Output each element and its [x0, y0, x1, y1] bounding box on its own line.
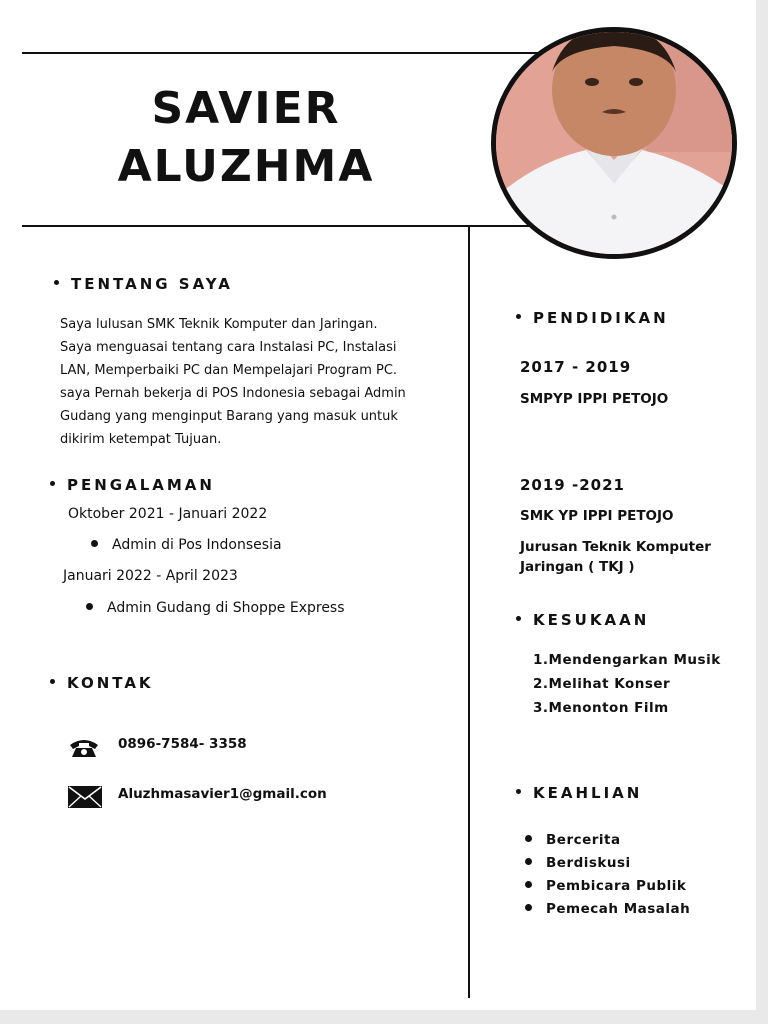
skills-heading-text: KEAHLIAN — [533, 784, 643, 802]
skill-item-text: Pembicara Publik — [546, 878, 687, 894]
contact-heading — [50, 674, 154, 692]
first-name: SAVIER — [151, 83, 341, 134]
skill-item — [525, 855, 631, 871]
about-line: Saya lulusan SMK Teknik Komputer dan Jaringan. — [60, 317, 378, 332]
education-heading — [516, 309, 669, 327]
about-line: dikirim ketempat Tujuan. — [60, 432, 222, 447]
about-heading — [54, 275, 233, 293]
last-name: ALUZHMA — [117, 141, 375, 192]
contact-email[interactable]: Aluzhmasavier1@gmail.con — [118, 786, 327, 802]
education-years: 2019 -2021 — [520, 476, 625, 494]
education-school: SMPYP IPPI PETOJO — [520, 391, 669, 407]
heading-dot — [54, 280, 59, 285]
list-bullet — [525, 835, 532, 842]
contact-heading-text: KONTAK — [67, 674, 154, 692]
skill-item — [525, 878, 686, 894]
education-major-line: Jurusan Teknik Komputer — [520, 539, 711, 555]
experience-role — [86, 597, 345, 620]
list-bullet — [525, 858, 532, 865]
education-heading-text: PENDIDIKAN — [533, 309, 669, 327]
header-top-rule — [22, 52, 542, 54]
telephone-icon — [69, 738, 99, 762]
list-bullet — [525, 904, 532, 911]
hobby-item: 3.Menonton Film — [533, 700, 669, 716]
column-divider — [468, 226, 470, 998]
list-bullet — [86, 603, 93, 610]
heading-dot — [50, 679, 55, 684]
about-line: saya Pernah bekerja di POS Indonesia sebagai Admin — [60, 386, 406, 401]
education-major-line: Jaringan ( TKJ ) — [520, 559, 635, 575]
experience-period: Januari 2022 - April 2023 — [63, 568, 238, 584]
skills-heading — [516, 784, 642, 802]
profile-photo — [491, 27, 737, 259]
skill-item — [525, 832, 621, 848]
experience-heading — [50, 476, 215, 494]
experience-period: Oktober 2021 - Januari 2022 — [68, 506, 268, 522]
hobby-item: 1.Mendengarkan Musik — [533, 652, 721, 668]
about-line: LAN, Memperbaiki PC dan Mempelajari Program PC. — [60, 363, 398, 378]
about-heading-text: TENTANG SAYA — [71, 275, 233, 293]
about-line: Saya menguasai tentang cara Instalasi PC, Instalasi — [60, 340, 397, 355]
list-bullet — [91, 540, 98, 547]
about-line: Gudang yang menginput Barang yang masuk untuk — [60, 409, 398, 424]
heading-dot — [50, 481, 55, 486]
about-text — [60, 313, 460, 451]
skill-item-text: Bercerita — [546, 832, 621, 848]
envelope-icon — [68, 786, 102, 812]
education-major — [520, 537, 711, 577]
experience-role-text: Admin di Pos Indonsesia — [112, 537, 282, 553]
heading-dot — [516, 616, 521, 621]
skill-item-text: Pemecah Masalah — [546, 901, 691, 917]
experience-role — [91, 534, 282, 557]
education-school: SMK YP IPPI PETOJO — [520, 508, 674, 524]
hobbies-heading-text: KESUKAAN — [533, 611, 650, 629]
heading-dot — [516, 314, 521, 319]
list-bullet — [525, 881, 532, 888]
contact-phone[interactable]: 0896-7584- 3358 — [118, 736, 247, 752]
skill-item-text: Berdiskusi — [546, 855, 631, 871]
experience-role-text: Admin Gudang di Shoppe Express — [107, 600, 345, 616]
skill-item — [525, 901, 690, 917]
education-years: 2017 - 2019 — [520, 358, 632, 376]
hobbies-heading — [516, 611, 649, 629]
heading-dot — [516, 789, 521, 794]
header-bottom-rule — [22, 225, 542, 227]
hobby-item: 2.Melihat Konser — [533, 676, 671, 692]
experience-heading-text: PENGALAMAN — [67, 476, 215, 494]
